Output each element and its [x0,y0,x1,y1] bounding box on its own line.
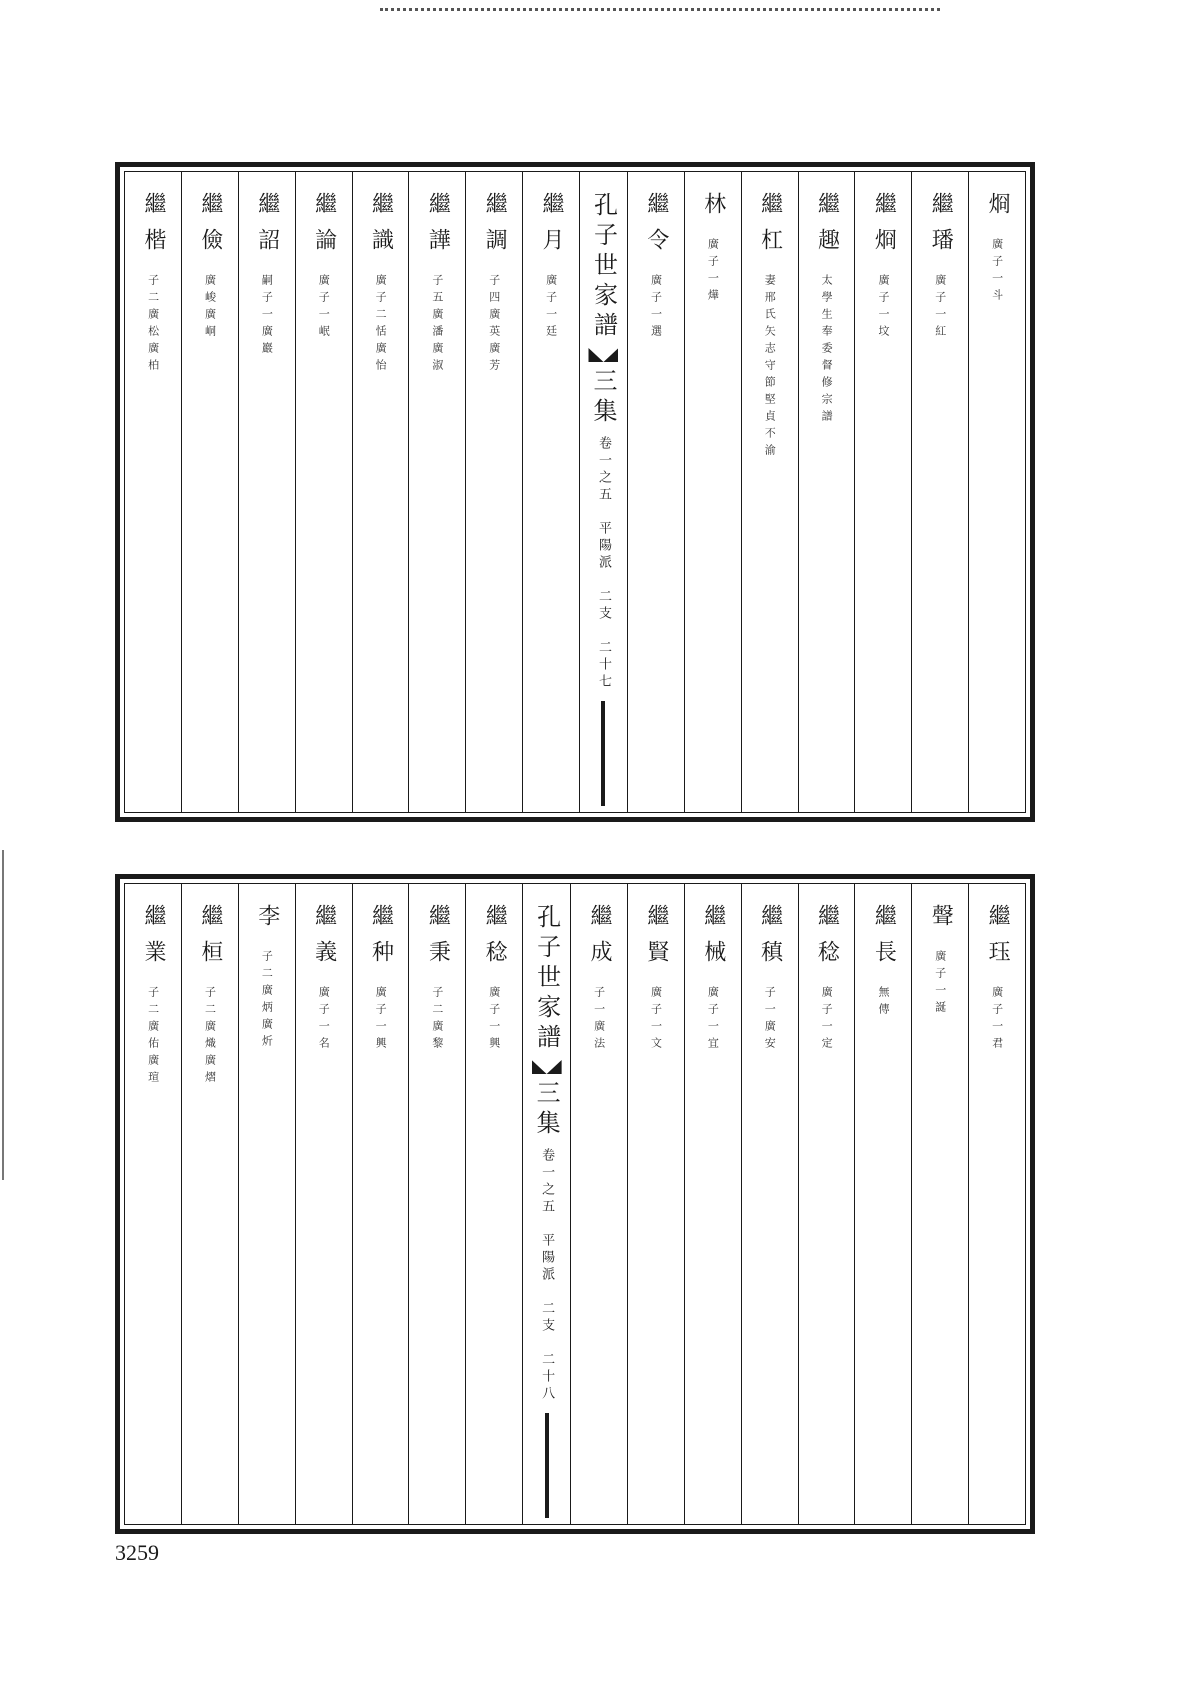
center-header-column [580,172,628,812]
genealogy-column [239,172,296,812]
person-name: 繼譁 [425,192,451,264]
genealogy-column [742,884,799,1524]
person-name: 繼械 [700,904,726,976]
genealogy-column [466,172,523,812]
person-note: 子二廣松廣柏 [146,274,160,376]
person-note: 子二廣熾廣熠 [203,986,217,1088]
person-name: 繼桓 [197,904,223,976]
genealogy-column [799,172,856,812]
person-name: 繼賢 [643,904,669,976]
genealogy-column [685,884,742,1524]
genealogy-column [912,884,969,1524]
genealogy-column [239,884,296,1524]
person-note: 嗣子一廣巖 [260,274,274,359]
person-note: 廣子一廷 [544,274,558,342]
center-rule [601,701,605,806]
person-note: 子二廣黎 [430,986,444,1054]
person-name: 林 [700,192,726,228]
genealogy-column [628,172,685,812]
genealogy-column [409,172,466,812]
person-name: 繼長 [871,904,897,976]
genealogy-page-1 [115,162,1035,822]
genealogy-column [628,884,685,1524]
person-note: 廣子一宜 [706,986,720,1054]
person-note: 廣子一坟 [876,274,890,342]
person-note: 廣子一文 [649,986,663,1054]
person-name: 繼調 [482,192,508,264]
fishtail-mark [588,348,618,362]
genealogy-column [353,884,410,1524]
person-note: 子二廣佑廣瑄 [146,986,160,1088]
genealogy-column [855,172,912,812]
person-note: 子四廣英廣芳 [487,274,501,376]
genealogy-page-2 [115,874,1035,1534]
genealogy-column [466,884,523,1524]
person-note: 廣子一岷 [317,274,331,342]
genealogy-column [523,172,580,812]
scan-artifact-top [380,8,940,17]
person-note: 廣峻廣峒 [203,274,217,342]
genealogy-column [969,172,1025,812]
person-name: 繼稹 [757,904,783,976]
genealogy-column [296,884,353,1524]
person-name: 繼种 [368,904,394,976]
person-note: 廣子一興 [487,986,501,1054]
person-note: 廣子一興 [374,986,388,1054]
person-name: 繼令 [643,192,669,264]
person-name: 繼識 [368,192,394,264]
genealogy-column [912,172,969,812]
person-name: 繼楷 [141,192,167,264]
genealogy-column [969,884,1025,1524]
genealogy-column [409,884,466,1524]
person-note: 廣子一名 [317,986,331,1054]
person-name: 繼稔 [482,904,508,976]
section-label: 卷一之五 平陽派 二支 二十八 [539,1148,555,1403]
person-note: 無傳 [876,986,890,1020]
person-name: 繼稔 [814,904,840,976]
center-rule [545,1413,549,1518]
person-name: 繼秉 [425,904,451,976]
person-note: 子五廣潘廣淑 [430,274,444,376]
genealogy-column [685,172,742,812]
person-note: 廣子一誕 [933,950,947,1018]
genealogy-column [296,172,353,812]
person-name: 繼儉 [197,192,223,264]
volume-label: 三集 [532,1080,561,1140]
person-name: 繼珏 [985,904,1011,976]
genealogy-column [855,884,912,1524]
person-name: 繼論 [311,192,337,264]
person-note: 廣子二恬廣怡 [374,274,388,376]
person-note: 廣子一定 [820,986,834,1054]
page-columns [125,884,1025,1524]
person-note: 太學生奉委督修宗譜 [820,274,834,427]
page-number: 3259 [115,1540,159,1565]
person-name: 聲 [928,904,954,940]
person-note: 廣子一選 [649,274,663,342]
person-name: 繼成 [587,904,613,976]
scan-artifact-left [2,850,4,1180]
center-header-column [523,884,571,1524]
volume-label: 三集 [588,368,617,428]
person-name: 繼杠 [757,192,783,264]
person-note: 子二廣炳廣炘 [260,950,274,1052]
person-name: 烱 [985,192,1011,228]
book-title: 孔子世家譜 [532,904,561,1054]
genealogy-column [742,172,799,812]
person-note: 廣子一紅 [933,274,947,342]
genealogy-column [353,172,410,812]
person-note: 廣子一君 [990,986,1004,1054]
person-note: 廣子一燁 [706,238,720,306]
person-name: 繼烱 [871,192,897,264]
genealogy-column [125,172,182,812]
genealogy-column [182,884,239,1524]
genealogy-column [125,884,182,1524]
person-name: 繼趣 [814,192,840,264]
genealogy-column [571,884,628,1524]
person-name: 繼月 [539,192,565,264]
person-note: 子一廣法 [592,986,606,1054]
person-note: 妻邢氏矢志守節堅貞不渝 [763,274,777,461]
genealogy-column [182,172,239,812]
person-name: 繼義 [311,904,337,976]
fishtail-mark [532,1060,562,1074]
person-name: 繼璠 [928,192,954,264]
book-title: 孔子世家譜 [589,192,618,342]
section-label: 卷一之五 平陽派 二支 二十七 [595,436,611,691]
person-name: 繼詔 [254,192,280,264]
genealogy-column [799,884,856,1524]
person-note: 子一廣安 [763,986,777,1054]
person-name: 李 [254,904,280,940]
page-columns [125,172,1025,812]
person-note: 廣子一斗 [990,238,1004,306]
person-name: 繼業 [141,904,167,976]
